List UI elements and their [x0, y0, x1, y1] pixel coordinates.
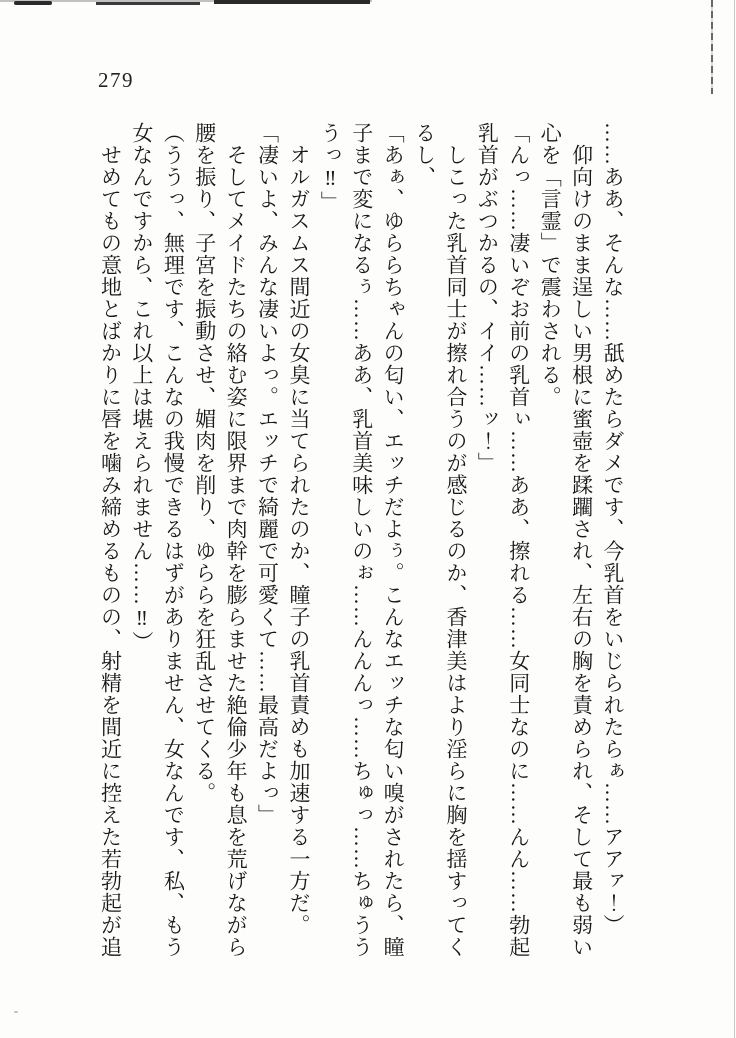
paragraph-dialogue: 「あぁ、ゆららちゃんの匂い、エッチだよぅ。こんなエッチな匂い嗅がされたら、瞳子まで変になるぅ……ああ、乳首美味しいのぉ……んんんっ……ちゅっ……ちゅうううっ‼」: [318, 122, 406, 958]
paragraph-dialogue: 「凄いよ、みんな凄いよっ。エッチで綺麗で可愛くて……最高だよっ」: [255, 122, 280, 826]
paragraph: しこった乳首同士が擦れ合うのが感じるのか、香津美はより淫らに胸を揺すってくるし、: [412, 122, 468, 958]
paragraph-thought: （ううっ、無理です、こんなの我慢できるはずがありません、女なんです、私、もう女なんですから、これ以上は堪えられません……‼）: [129, 122, 186, 958]
scan-artifact-top-border-segment: [96, 2, 200, 5]
scan-artifact-top-border-segment: [214, 0, 370, 4]
page-number: 279: [98, 68, 134, 92]
paragraph: せめてもの意地とばかりに唇を噛み締めるものの、射精を間近に控えた若勃起が追: [98, 144, 123, 958]
paragraph: そしてメイドたちの絡む姿に限界まで肉幹を膨らませた絶倫少年も息を荒げながら腰を振り、子宮を振動させ、媚肉を削り、ゆららを狂乱させてくる。: [192, 122, 249, 958]
scan-artifact-right-edge-dashed-line: [711, 0, 713, 94]
paragraph: オルガスムス間近の女臭に当てられたのか、瞳子の乳首責めも加速する一方だ。: [286, 144, 311, 936]
scan-artifact-page-edge-line: [734, 0, 735, 1038]
paragraph: ……ああ、そんな……舐めたらダメです、今乳首をいじられたらぁ……アアァ！）: [601, 122, 625, 936]
paragraph-dialogue: 「んっ……凄いぞお前の乳首ぃ……ああ、擦れる……女同士なのに……んん……勃起乳首がぶつかるの、イイ……ッ！」: [475, 122, 531, 958]
scan-artifact-speck: [14, 1011, 18, 1013]
vertical-text-block: [94, 122, 628, 962]
paragraph: 仰向けのまま逞しい男根に蜜壺を蹂躙され、左右の胸を責められ、そして最も弱い心を「言霊」で震わされる。: [538, 122, 594, 958]
scan-artifact-top-border-segment: [14, 1, 52, 5]
